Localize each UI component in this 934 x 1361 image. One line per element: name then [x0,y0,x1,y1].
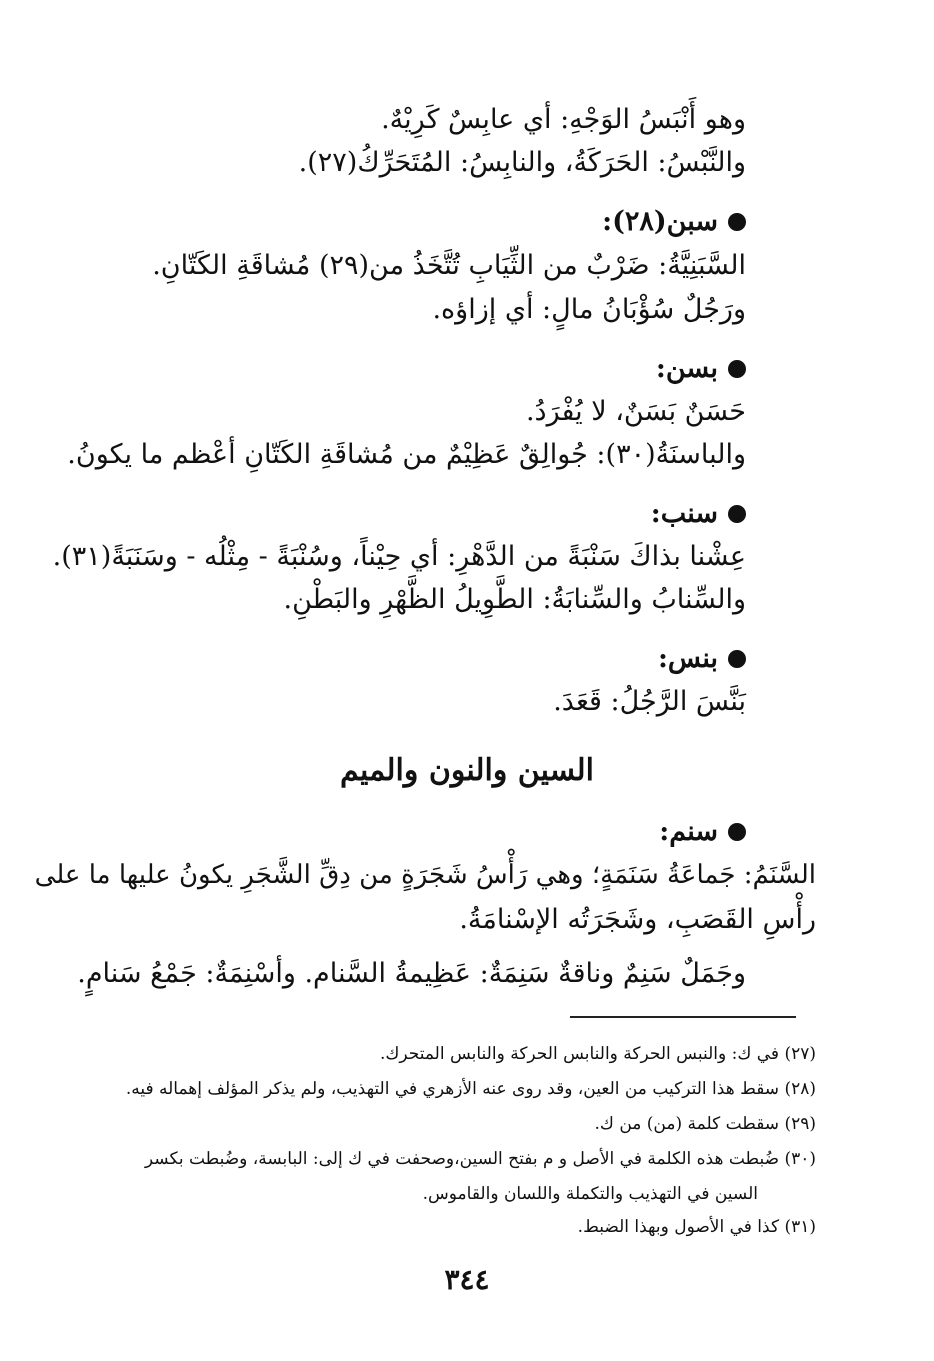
entry-heading [658,639,746,679]
entry-heading-label: بسن: [655,353,718,384]
entry-heading-label: بنس: [657,643,718,674]
entry-line: السَّنَمُ: جَماعَةُ سَنَمَةٍ؛ وهي رَأْسُ شَجَرَةٍ من دِقِّ الشَّجَرِ يكونُ عليها ما على [34,860,816,890]
entry-line: وهو أَنْبَسُ الوَجْهِ: أي عابِسٌ كَرِيْهٌ. [381,104,746,135]
bullet-icon [728,213,746,231]
entry-line: حَسَنٌ بَسَنٌ، لا يُفْرَدُ. [525,396,746,427]
bullet-icon [728,505,746,523]
entry-line: والباسنَةُ(٣٠): جُوالِقٌ عَظِيْمٌ من مُشاقَةِ الكَتّانِ أعْظم ما يكونُ. [67,439,746,470]
entry-heading-label: سنب: [650,498,718,529]
footnote: (٢٨) سقط هذا التركيب من العين، وقد روى عنه الأزهري في التهذيب، ولم يذكر المؤلف إهماله فيه. [125,1079,816,1099]
footnote: (٢٧) في ك: والنبس الحركة والنابس الحركة والنابس المتحرك. [379,1044,816,1064]
bullet-icon [728,360,746,378]
footnote: (٣٠) ضُبطت هذه الكلمة في الأصل و م بفتح السين،وصحفت في ك إلى: البابسة، وضُبطت بكسر [144,1149,816,1169]
section-title: السين والنون والميم [340,753,594,788]
entry-line: عِشْنا بذاكَ سَنْبَةً من الدَّهْرِ: أي حِيْناً، وسُنْبَةً - مِثْلُه - وسَنَبَةً(٣١). [52,541,746,572]
footnote: (٢٩) سقطت كلمة (من) من ك. [594,1114,816,1134]
entry-line: والنَّبْسُ: الحَرَكَةُ، والنابِسُ: المُتَحَرِّكُ(٢٧). [298,147,746,178]
footnote-continuation: السين في التهذيب والتكملة واللسان والقاموس. [422,1184,758,1204]
bullet-icon [728,650,746,668]
entry-line: والسِّنابُ والسِّنابَةُ: الطَّوِيلُ الظَّهْرِ والبَطْنِ. [283,584,746,615]
entry-line: السَّبَنِيَّةُ: ضَرْبٌ من الثِّيَابِ تُتَّخَذُ من(٢٩) مُشاقَةِ الكَتّانِ. [152,250,746,281]
page-number: ٣٤٤ [444,1263,490,1296]
footnote: (٣١) كذا في الأصول وبهذا الضبط. [577,1217,816,1237]
entry-heading [656,349,746,389]
entry-heading [659,812,746,852]
entry-line: وجَمَلٌ سَنِمٌ وناقةٌ سَنِمَةٌ: عَظِيمةُ السَّنام. وأسْنِمَةٌ: جَمْعُ سَنامٍ. [77,958,746,989]
entry-heading-label: سبن(٢٨): [602,206,718,237]
footnote-divider [570,1016,796,1018]
entry-heading-label: سنم: [659,816,718,847]
entry-line: ورَجُلٌ سُؤْبَانُ مالٍ: أي إزاؤه. [432,294,746,325]
entry-heading [602,202,746,242]
entry-line: رأْسِ القَصَبِ، وشَجَرَتُه الإسْنامَةُ. [459,904,816,935]
entry-heading [651,494,746,534]
bullet-icon [728,823,746,841]
entry-line: بَنَّسَ الرَّجُلُ: قَعَدَ. [553,686,746,717]
